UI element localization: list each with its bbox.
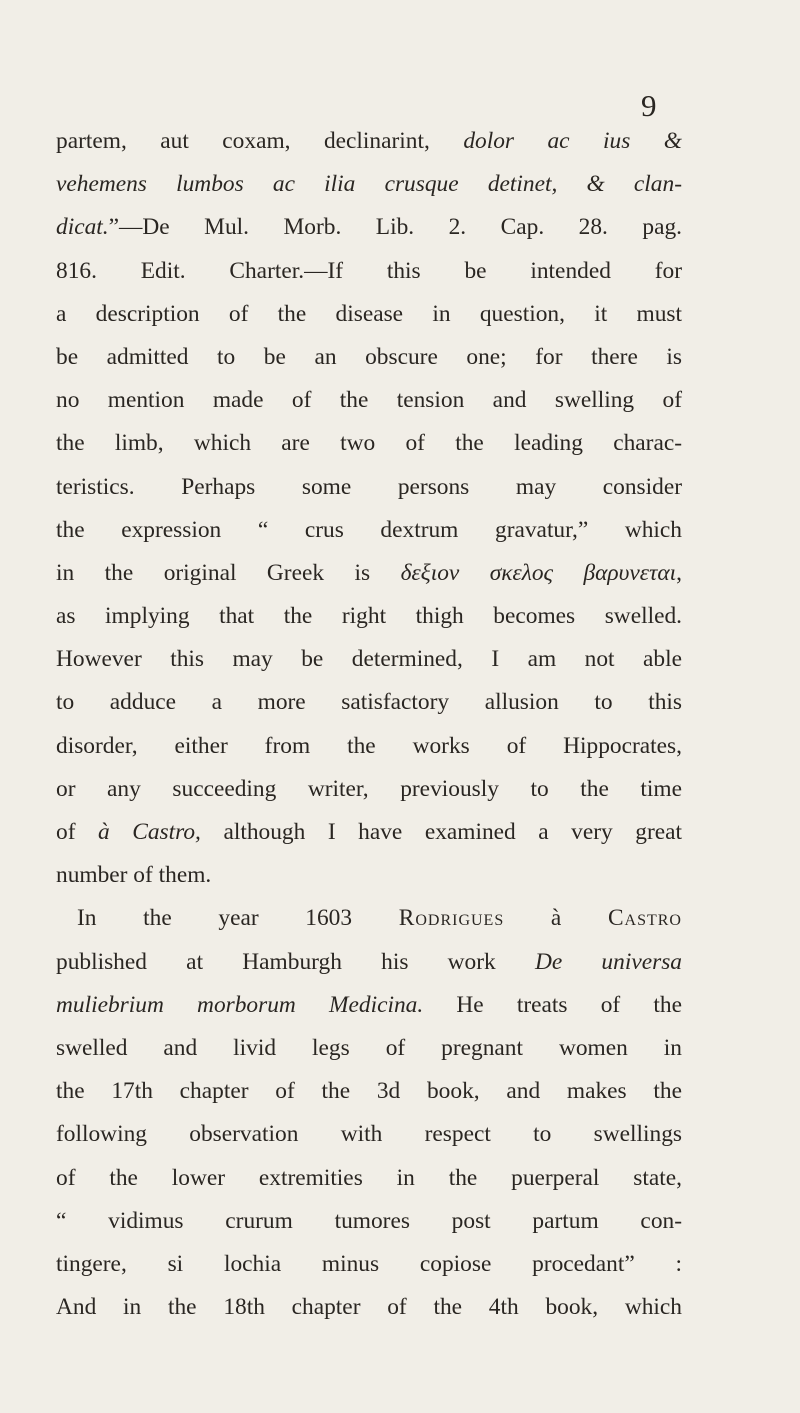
text-line: muliebrium morborum Medicina. He treats of the: [56, 991, 682, 1018]
text-line: be admitted to be an obscure one; for there is: [56, 343, 682, 370]
text-line: to adduce a more satisfactory allusion to this: [56, 689, 682, 716]
text-line: swelled and livid legs of pregnant women in: [56, 1034, 682, 1061]
text-line: as implying that the right thigh becomes swelled.: [56, 603, 682, 630]
page-number: 9: [641, 88, 657, 123]
text-line: However this may be determined, I am not able: [56, 646, 682, 673]
text-line: “ vidimus crurum tumores post partum con-: [56, 1207, 682, 1234]
text-line: dicat.”—De Mul. Morb. Lib. 2. Cap. 28. pag.: [56, 214, 682, 241]
text-line: the expression “ crus dextrum gravatur,” which: [56, 516, 682, 543]
text-line: teristics. Perhaps some persons may consider: [56, 473, 682, 500]
text-line: published at Hamburgh his work De universa: [56, 948, 682, 975]
text-line: partem, aut coxam, declinarint, dolor ac ius &: [56, 128, 682, 154]
text-line: number of them.: [56, 862, 212, 889]
greek-quote: δεξιον σκελος βαρυνεται: [400, 559, 677, 586]
text-line: tingere, si lochia minus copiose procedant” :: [56, 1250, 682, 1277]
book-title: De universa: [534, 948, 682, 975]
text-line: of à Castro, although I have examined a very great: [56, 819, 682, 845]
text-line: vehemens lumbos ac ilia crusque detinet, & clan-: [56, 171, 682, 198]
text-line: no mention made of the tension and swelling of: [56, 387, 682, 414]
text-line: And in the 18th chapter of the 4th book, which: [56, 1294, 682, 1321]
text-line: a description of the disease in question, it must: [56, 300, 682, 327]
text-line: the 17th chapter of the 3d book, and makes the: [56, 1078, 682, 1105]
author-name: Rodrigues: [398, 905, 505, 932]
text-line: 816. Edit. Charter.—If this be intended for: [56, 257, 682, 284]
text-line: In the year 1603 Rodrigues à Castro: [77, 905, 682, 932]
book-title: muliebrium morborum Medicina.: [56, 991, 424, 1018]
text-line: of the lower extremities in the puerperal state,: [56, 1164, 682, 1191]
text-line: or any succeeding writer, previously to the time: [56, 775, 682, 802]
body-text: [56, 120, 682, 1329]
text-line: the limb, which are two of the leading charac-: [56, 430, 682, 457]
author-name: Castro: [607, 905, 682, 932]
text-line: following observation with respect to swellings: [56, 1121, 682, 1148]
text-line: disorder, either from the works of Hippocrates,: [56, 732, 682, 759]
text-line: in the original Greek is δεξιον σκελος βαρυνεται,: [56, 559, 682, 586]
